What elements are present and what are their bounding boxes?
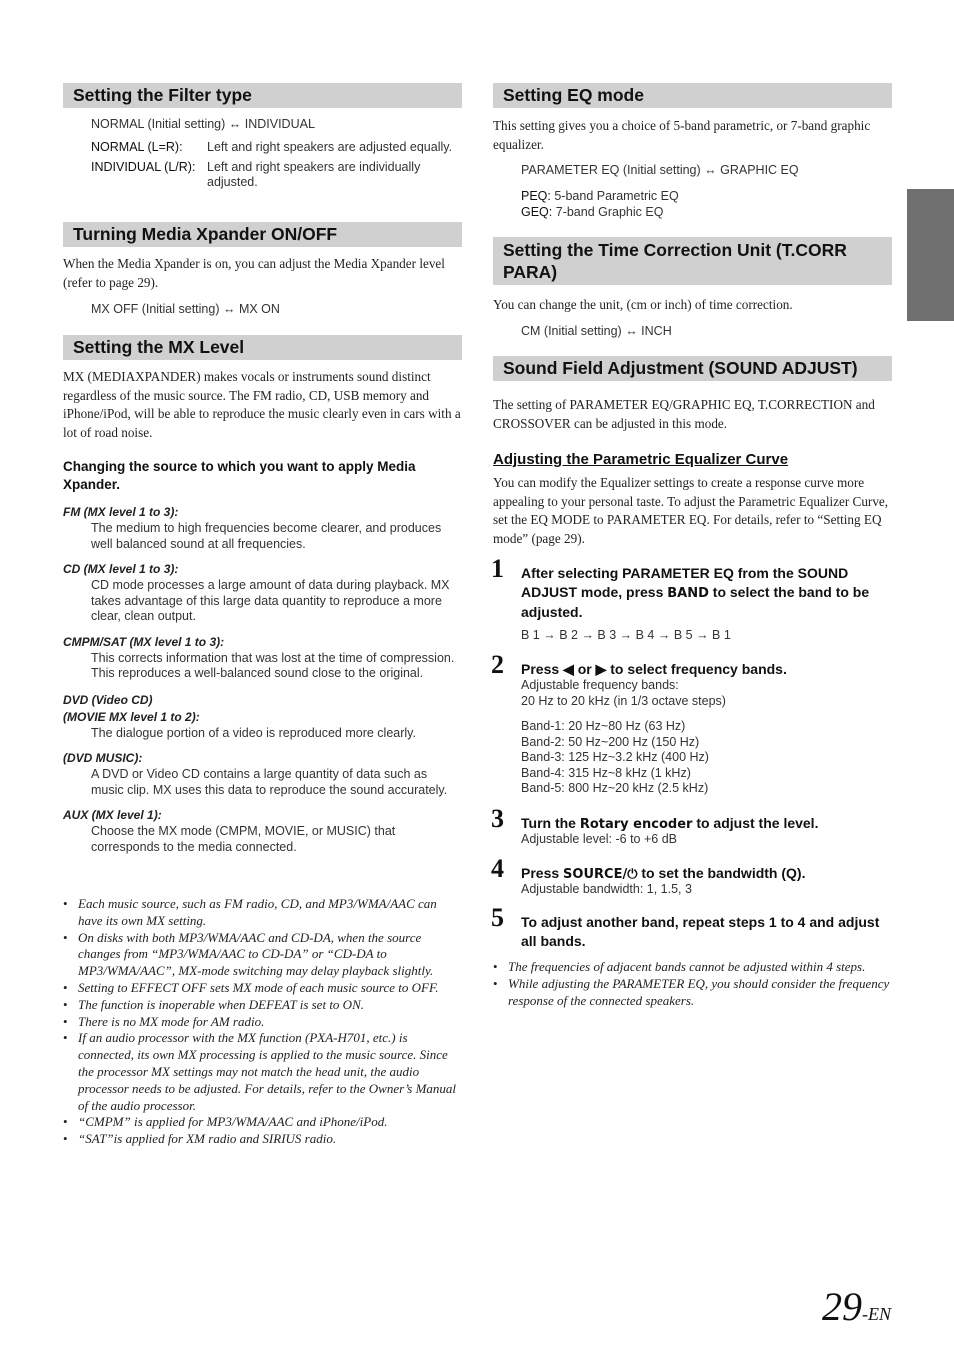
- peq-body: You can modify the Equalizer settings to create a response curve more appealing to your personal taste. To adjust the Parametric Equalizer Curve, set the EQ MODE to PARAMETER EQ. For details, refer to “Setting EQ mode” (page 29).: [493, 475, 889, 546]
- mx-source-cd: [63, 562, 463, 625]
- tcorr-body: You can change the unit, (cm or inch) of time correction.: [493, 297, 793, 312]
- mx-source-label: CD (MX level 1 to 3):: [63, 562, 179, 576]
- band-item: Band-2: 50 Hz~200 Hz (150 Hz): [521, 734, 700, 749]
- mx-level-heading: Setting the MX Level: [63, 335, 462, 360]
- media-xpander-toggle: MX OFF (Initial setting) ↔ MX ON: [91, 302, 280, 316]
- filter-item-normal: [91, 140, 461, 156]
- step-4-text: [521, 864, 893, 884]
- source-key: SOURCE/⏻: [563, 867, 638, 882]
- eq-mode-toggle: PARAMETER EQ (Initial setting) ↔ GRAPHIC EQ: [521, 163, 799, 177]
- mx-source-desc: The medium to high frequencies become clearer, and produces well balanced sound at all frequencies.: [91, 521, 442, 551]
- note-item: • Setting to EFFECT OFF sets MX mode of each music source to OFF.: [63, 980, 463, 997]
- step-number: 3: [491, 804, 504, 833]
- note-item: • The function is inoperable when DEFEAT is set to ON.: [63, 997, 463, 1014]
- sound-adjust-heading: Sound Field Adjustment (SOUND ADJUST): [493, 356, 892, 381]
- step-number: 5: [491, 903, 504, 932]
- filter-desc: Left and right speakers are adjusted equally.: [207, 140, 453, 154]
- step-text: Turn the: [521, 815, 580, 831]
- peq-notes: [493, 959, 893, 1009]
- step-3-text: [521, 814, 893, 834]
- geq-definition: [521, 205, 679, 221]
- step-text: to set the bandwidth (Q).: [637, 865, 806, 881]
- filter-type-heading: Setting the Filter type: [63, 83, 462, 108]
- mx-source-list: [63, 505, 463, 855]
- step-2-text: Press ◀ or ▶ to select frequency bands.: [521, 661, 787, 677]
- mx-level-body: MX (MEDIAXPANDER) makes vocals or instruments sound distinct regardless of the music source. The FM radio, CD, USB memory and iPhone/iPod, will be able to reproduce the music clearly even in cars with a lot of road noise.: [63, 369, 461, 440]
- mx-source-desc: CD mode processes a large amount of data during playback. MX takes advantage of this large data quantity to reproduce a more clear, clean output.: [91, 578, 450, 623]
- mx-source-aux: [63, 808, 463, 855]
- note-item: • “SAT”is applied for XM radio and SIRIUS radio.: [63, 1131, 463, 1148]
- mx-source-fm: [63, 505, 463, 552]
- media-xpander-body: When the Media Xpander is on, you can adjust the Media Xpander level (refer to page 29).: [63, 256, 445, 290]
- step-number: 4: [491, 854, 504, 883]
- band-item: Band-4: 315 Hz~8 kHz (1 kHz): [521, 765, 691, 780]
- filter-item-individual: [91, 160, 461, 191]
- band-key: BAND: [667, 586, 709, 601]
- filter-term: NORMAL (L=R):: [91, 140, 183, 154]
- step-number: 2: [491, 650, 504, 679]
- band-list: [521, 719, 709, 797]
- mx-source-label: AUX (MX level 1):: [63, 808, 162, 822]
- step-number: 1: [491, 554, 504, 583]
- mx-source-subheading: Changing the source to which you want to apply Media Xpander.: [63, 459, 416, 492]
- page-number-suffix: -EN: [862, 1304, 891, 1324]
- eq-mode-definitions: [521, 189, 679, 220]
- step-2-detail: Adjustable frequency bands: 20 Hz to 20 kHz (in 1/3 octave steps): [521, 678, 726, 708]
- peq-desc: 5-band Parametric EQ: [550, 189, 679, 203]
- step-1-text: [521, 564, 893, 622]
- geq-term: GEQ:: [521, 204, 553, 219]
- note-item: • While adjusting the PARAMETER EQ, you should consider the frequency response of the connected speakers.: [493, 976, 893, 1010]
- note-item: • The frequencies of adjacent bands cannot be adjusted within 4 steps.: [493, 959, 893, 976]
- mx-source-desc: This corrects information that was lost at the time of compression. This reproduces a well-balanced sound close to the original.: [91, 650, 455, 680]
- filter-definitions: [91, 140, 461, 191]
- peq-term: PEQ:: [521, 189, 551, 203]
- sound-adjust-body: The setting of PARAMETER EQ/GRAPHIC EQ, T.CORRECTION and CROSSOVER can be adjusted in this mode.: [493, 397, 875, 431]
- note-item: • “CMPM” is applied for MP3/WMA/AAC and iPhone/iPod.: [63, 1114, 463, 1131]
- step-text: to select the band to be adjusted.: [521, 584, 870, 620]
- mx-source-desc: Choose the MX mode (CMPM, MOVIE, or MUSIC) that corresponds to the media connected.: [91, 824, 396, 854]
- filter-toggle: NORMAL (Initial setting) ↔ INDIVIDUAL: [91, 117, 315, 131]
- rotary-key: Rotary encoder: [579, 817, 693, 832]
- mx-source-label: FM (MX level 1 to 3):: [63, 505, 179, 519]
- mx-source-label: (DVD MUSIC):: [63, 751, 143, 765]
- filter-desc: Left and right speakers are individually adjusted.: [207, 159, 421, 189]
- note-item: • On disks with both MP3/WMA/AAC and CD-DA, when the source changes from “MP3/WMA/AAC to CD-DA” or “CD-DA to MP3/WMA/AAC”, MX-mode switching may delay playback slightly.: [63, 930, 463, 980]
- mx-source-dvd-music: [63, 751, 463, 798]
- media-xpander-heading: Turning Media Xpander ON/OFF: [63, 222, 462, 247]
- step-text: After selecting PARAMETER EQ from the SOUND ADJUST mode, press: [521, 565, 849, 600]
- note-item: • If an audio processor with the MX function (PXA-H701, etc.) is connected, its own MX processing is applied to the music source. Since the processor MX settings may not match the head unit, the audio processor needs to be adjusted. For details, refer to the Owner’s Manual of the audio processor.: [63, 1030, 463, 1114]
- tcorr-toggle: CM (Initial setting) ↔ INCH: [521, 324, 672, 338]
- mx-source-desc: A DVD or Video CD contains a large quantity of data such as music clip. MX uses this data to reproduce the sound accurately.: [91, 767, 448, 797]
- mx-source-label: DVD (Video CD) (MOVIE MX level 1 to 2):: [63, 692, 200, 724]
- peq-definition: [521, 189, 679, 205]
- mx-source-desc: The dialogue portion of a video is reproduced more clearly.: [91, 725, 416, 740]
- tcorr-heading: Setting the Time Correction Unit (T.CORR PARA): [493, 237, 892, 285]
- step-text: Press: [521, 865, 564, 881]
- step-4-detail: Adjustable bandwidth: 1, 1.5, 3: [521, 882, 692, 896]
- peq-subheading: Adjusting the Parametric Equalizer Curve: [493, 451, 789, 468]
- step-3-detail: Adjustable level: -6 to +6 dB: [521, 832, 677, 846]
- mx-source-label: CMPM/SAT (MX level 1 to 3):: [63, 634, 225, 649]
- page-number-value: 29: [822, 1284, 862, 1329]
- note-item: • There is no MX mode for AM radio.: [63, 1014, 463, 1031]
- page-number: [822, 1283, 891, 1330]
- mx-source-dvd: [63, 692, 463, 742]
- band-item: Band-5: 800 Hz~20 kHz (2.5 kHz): [521, 781, 709, 795]
- filter-term: INDIVIDUAL (L/R):: [91, 159, 196, 174]
- band-item: Band-1: 20 Hz~80 Hz (63 Hz): [521, 719, 686, 733]
- step-5-text: To adjust another band, repeat steps 1 to 4 and adjust all bands.: [521, 914, 880, 949]
- eq-mode-body: This setting gives you a choice of 5-band parametric, or 7-band graphic equalizer.: [493, 118, 871, 152]
- eq-mode-heading: Setting EQ mode: [493, 83, 892, 108]
- mx-notes: [63, 896, 463, 1148]
- geq-desc: 7-band Graphic EQ: [552, 204, 664, 219]
- section-side-tab: [907, 189, 954, 321]
- step-text: to adjust the level.: [692, 815, 819, 831]
- band-item: Band-3: 125 Hz~3.2 kHz (400 Hz): [521, 750, 709, 764]
- note-item: • Each music source, such as FM radio, CD, and MP3/WMA/AAC can have its own MX setting.: [63, 896, 463, 930]
- step-1-detail: B 1 → B 2 → B 3 → B 4 → B 5 → B 1: [521, 628, 731, 642]
- mx-source-cmpm: [63, 635, 463, 682]
